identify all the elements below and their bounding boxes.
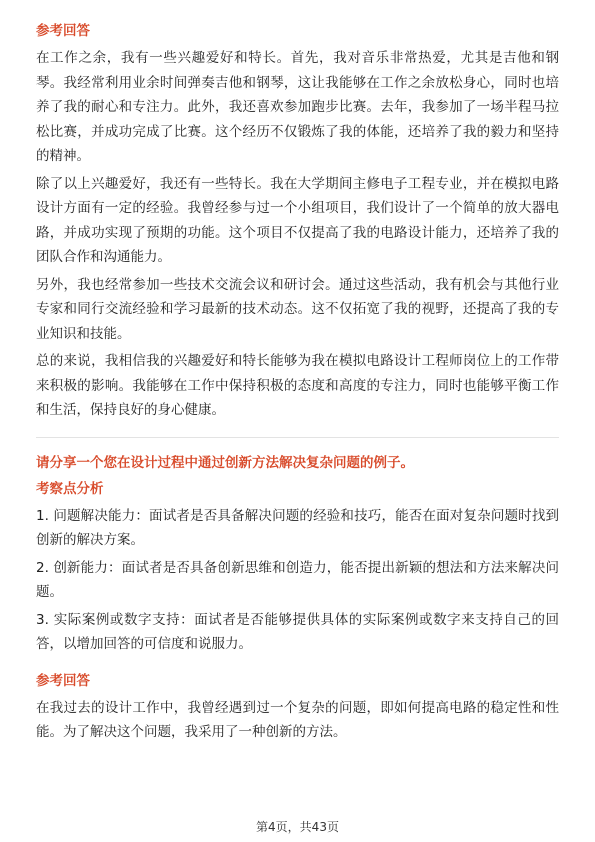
page-content <box>36 20 559 748</box>
analysis-heading: 考察点分析 <box>36 480 104 497</box>
analysis-item: 2. 创新能力：面试者是否具备创新思维和创造力，能否提出新颖的想法和方法来解决问题。 <box>36 559 559 600</box>
section-divider <box>36 437 559 438</box>
spacer <box>36 660 559 670</box>
answer-paragraph: 总的来说，我相信我的兴趣爱好和特长能够为我在模拟电路设计工程师岗位上的工作带来积极的影响。我能够在工作中保持积极的态度和高度的专注力，同时也能够平衡工作和生活，保持良好的身心健康。 <box>36 353 559 418</box>
analysis-item: 3. 实际案例或数字支持：面试者是否能够提供具体的实际案例或数字来支持自己的回答，以增加回答的可信度和说服力。 <box>36 611 559 652</box>
answer-paragraph: 在工作之余，我有一些兴趣爱好和特长。首先，我对音乐非常热爱，尤其是吉他和钢琴。我经常利用业余时间弹奏吉他和钢琴，这让我能够在工作之余放松身心，同时也培养了我的耐心和专注力。此外，我还喜欢参加跑步比赛。去年，我参加了一场半程马拉松比赛，并成功完成了比赛。这个经历不仅锻炼了我的体能，还培养了我的毅力和坚持的精神。 <box>36 50 559 164</box>
answer-paragraph: 另外，我也经常参加一些技术交流会议和研讨会。通过这些活动，我有机会与其他行业专家和同行交流经验和学习最新的技术动态。这不仅拓宽了我的视野，还提高了我的专业知识和技能。 <box>36 276 559 342</box>
answer-paragraph: 在我过去的设计工作中，我曾经遇到过一个复杂的问题，即如何提高电路的稳定性和性能。为了解决这个问题，我采用了一种创新的方法。 <box>36 699 559 740</box>
analysis-item: 1. 问题解决能力：面试者是否具备解决问题的经验和技巧，能否在面对复杂问题时找到创新的解决方案。 <box>36 507 559 548</box>
reference-answer-heading: 参考回答 <box>36 23 90 39</box>
answer-paragraph: 除了以上兴趣爱好，我还有一些特长。我在大学期间主修电子工程专业，并在模拟电路设计方面有一定的经验。我曾经参与过一个小组项目，我们设计了一个简单的放大器电路，并成功实现了预期的功能。这个项目不仅提高了我的电路设计能力，还培养了我的团队合作和沟通能力。 <box>36 175 559 265</box>
page-number: 第4页，共43页 <box>256 820 339 834</box>
reference-answer-heading-2: 参考回答 <box>36 672 90 689</box>
interview-question: 请分享一个您在设计过程中通过创新方法解决复杂问题的例子。 <box>36 454 414 471</box>
